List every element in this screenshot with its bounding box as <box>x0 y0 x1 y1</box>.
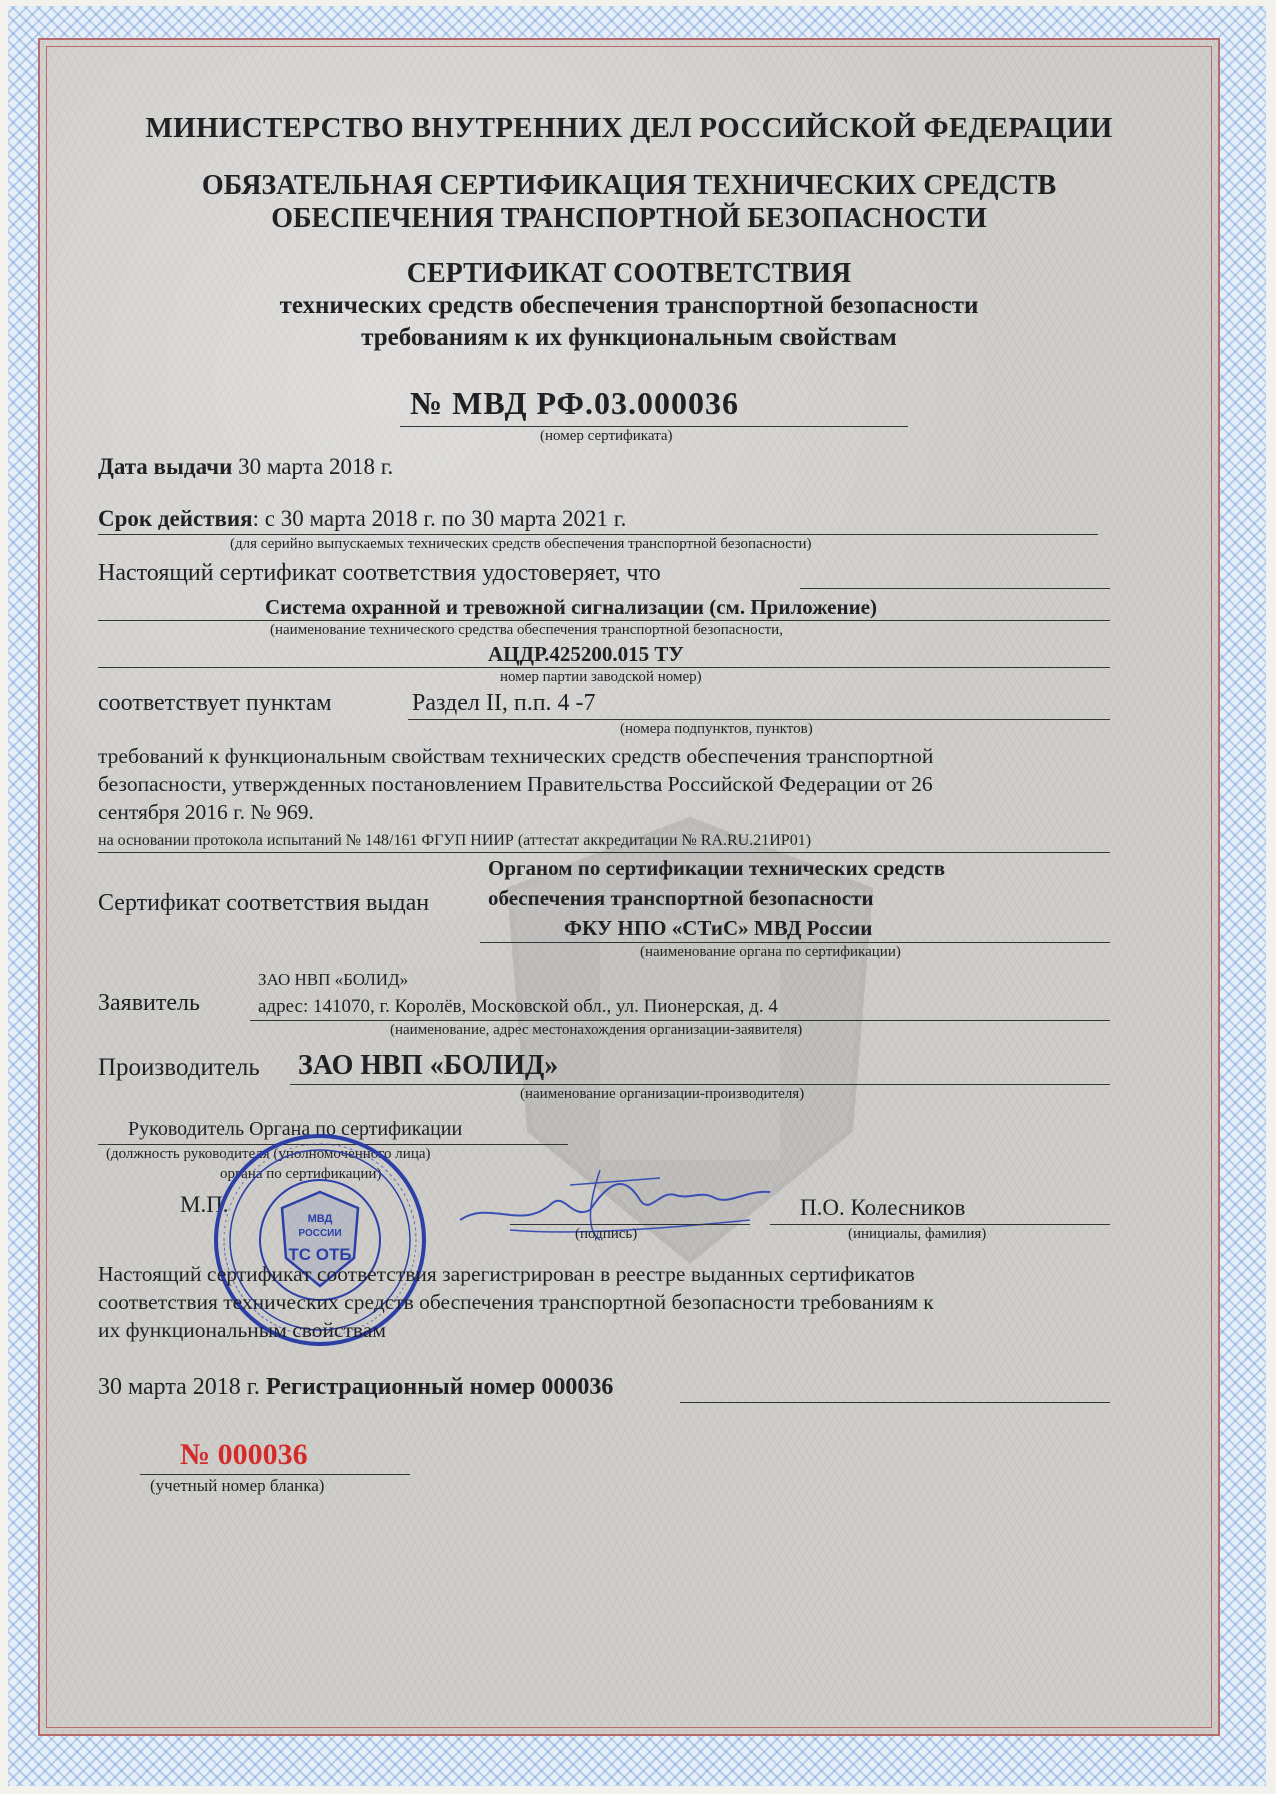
issue-date-value: 30 марта 2018 г. <box>238 454 394 479</box>
requirements-line-1: требований к функциональным свойствам технических средств обеспечения транспортной <box>98 744 934 768</box>
registered-line-1: Настоящий сертификат соответствия зарегистрирован в реестре выданных сертификатов <box>98 1262 915 1286</box>
stamp-center-mid: РОССИИ <box>298 1228 342 1239</box>
issued-by-note: (наименование органа по сертификации) <box>640 944 901 960</box>
stamp-center-label: ТС ОТБ <box>288 1245 352 1264</box>
number-underline <box>400 426 908 427</box>
conforms-value: Раздел II, п.п. 4 -7 <box>412 690 596 716</box>
manufacturer-name: ЗАО НВП «БОЛИД» <box>298 1050 559 1081</box>
requirements-line-2: безопасности, утвержденных постановлением Правительства Российской Федерации от 26 <box>98 772 933 796</box>
official-stamp <box>210 1130 430 1350</box>
manufacturer-label: Производитель <box>98 1054 260 1081</box>
signer-underline <box>770 1224 1110 1225</box>
issue-date-row <box>98 454 393 480</box>
conforms-note: (номера подпунктов, пунктов) <box>620 721 813 737</box>
document-subtitle-2: требованиям к их функциональным свойствам <box>361 324 897 351</box>
stamp-place-label: М.П. <box>180 1192 229 1217</box>
document-title: СЕРТИФИКАТ СООТВЕТСТВИЯ <box>406 258 852 289</box>
conforms-underline <box>408 719 1110 720</box>
batch-note: номер партии заводской номер) <box>500 669 702 685</box>
stamp-center-top: МВД <box>307 1213 333 1225</box>
registration-number: Регистрационный номер 000036 <box>265 1374 614 1400</box>
validity-value: : с 30 марта 2018 г. по 30 марта 2021 г. <box>252 506 627 531</box>
registration-underline <box>680 1402 1110 1403</box>
document-subtitle-1: технических средств обеспечения транспортной безопасности <box>279 292 979 319</box>
applicant-underline <box>250 1020 1110 1021</box>
issue-date-label: Дата выдачи <box>98 454 233 479</box>
batch-underline <box>98 667 1110 668</box>
product-note: (наименование технического средства обеспечения транспортной безопасности, <box>270 622 783 638</box>
certificate-number-note: (номер сертификата) <box>540 428 673 444</box>
applicant-label: Заявитель <box>98 990 200 1016</box>
certifies-text: Настоящий сертификат соответствия удостоверяет, что <box>98 560 661 586</box>
certificate-sheet <box>38 38 1220 1736</box>
form-number-note: (учетный номер бланка) <box>150 1476 325 1495</box>
applicant-name: ЗАО НВП «БОЛИД» <box>258 970 409 989</box>
registered-line-2: соответствия технических средств обеспечения транспортной безопасности требованиям к <box>98 1290 934 1314</box>
issued-by-underline <box>480 942 1110 943</box>
ministry-title: МИНИСТЕРСТВО ВНУТРЕННИХ ДЕЛ РОССИЙСКОЙ ФЕДЕРАЦИИ <box>145 112 1113 144</box>
registration-row <box>98 1374 613 1401</box>
issued-by-label: Сертификат соответствия выдан <box>98 890 430 916</box>
validity-note: (для серийно выпускаемых технических средств обеспечения транспортной безопасности) <box>230 536 812 552</box>
form-number-underline <box>140 1474 410 1475</box>
signer-note: (инициалы, фамилия) <box>848 1226 987 1242</box>
signature-note: (подпись) <box>575 1226 638 1242</box>
signer-name: П.О. Колесников <box>800 1195 966 1220</box>
registered-line-3: их функциональным свойствам <box>98 1318 386 1342</box>
applicant-address: адрес: 141070, г. Королёв, Московской обл., ул. Пионерская, д. 4 <box>258 996 778 1017</box>
applicant-note: (наименование, адрес местонахождения организации-заявителя) <box>390 1022 803 1038</box>
validity-underline <box>98 534 1098 535</box>
issued-by-line-1: Органом по сертификации технических средств <box>488 856 946 880</box>
validity-label: Срок действия <box>98 506 253 531</box>
manufacturer-note: (наименование организации-производителя) <box>520 1086 805 1102</box>
form-number: № 000036 <box>180 1438 308 1471</box>
validity-row <box>98 506 626 532</box>
certification-line-1: ОБЯЗАТЕЛЬНАЯ СЕРТИФИКАЦИЯ ТЕХНИЧЕСКИХ СРЕДСТВ <box>201 170 1057 201</box>
head-position-note-1: (должность руководителя (уполномоченного лица) <box>106 1146 431 1162</box>
certifies-underline <box>800 588 1110 589</box>
manufacturer-underline <box>290 1084 1110 1085</box>
head-position: Руководитель Органа по сертификации <box>128 1118 463 1140</box>
registration-date: 30 марта 2018 г. <box>98 1374 260 1400</box>
head-position-note-2: органа по сертификации) <box>220 1166 382 1182</box>
protocol-underline <box>98 852 1110 853</box>
product-underline <box>98 620 1110 621</box>
signature-underline <box>510 1224 750 1225</box>
issued-by-line-2: обеспечения транспортной безопасности <box>488 886 874 910</box>
conforms-label: соответствует пунктам <box>98 690 332 716</box>
product-name: Система охранной и тревожной сигнализации (см. Приложение) <box>265 595 877 619</box>
certificate-number: № МВД РФ.03.000036 <box>410 385 739 421</box>
protocol-line: на основании протокола испытаний № 148/161 ФГУП НИИР (аттестат аккредитации № RA.RU.21ИР01) <box>98 832 812 849</box>
certification-line-2: ОБЕСПЕЧЕНИЯ ТРАНСПОРТНОЙ БЕЗОПАСНОСТИ <box>271 203 987 234</box>
batch-number: АЦДР.425200.015 ТУ <box>488 642 684 666</box>
requirements-line-3: сентября 2016 г. № 969. <box>98 800 314 824</box>
issued-by-line-3: ФКУ НПО «СТиС» МВД России <box>564 916 873 940</box>
